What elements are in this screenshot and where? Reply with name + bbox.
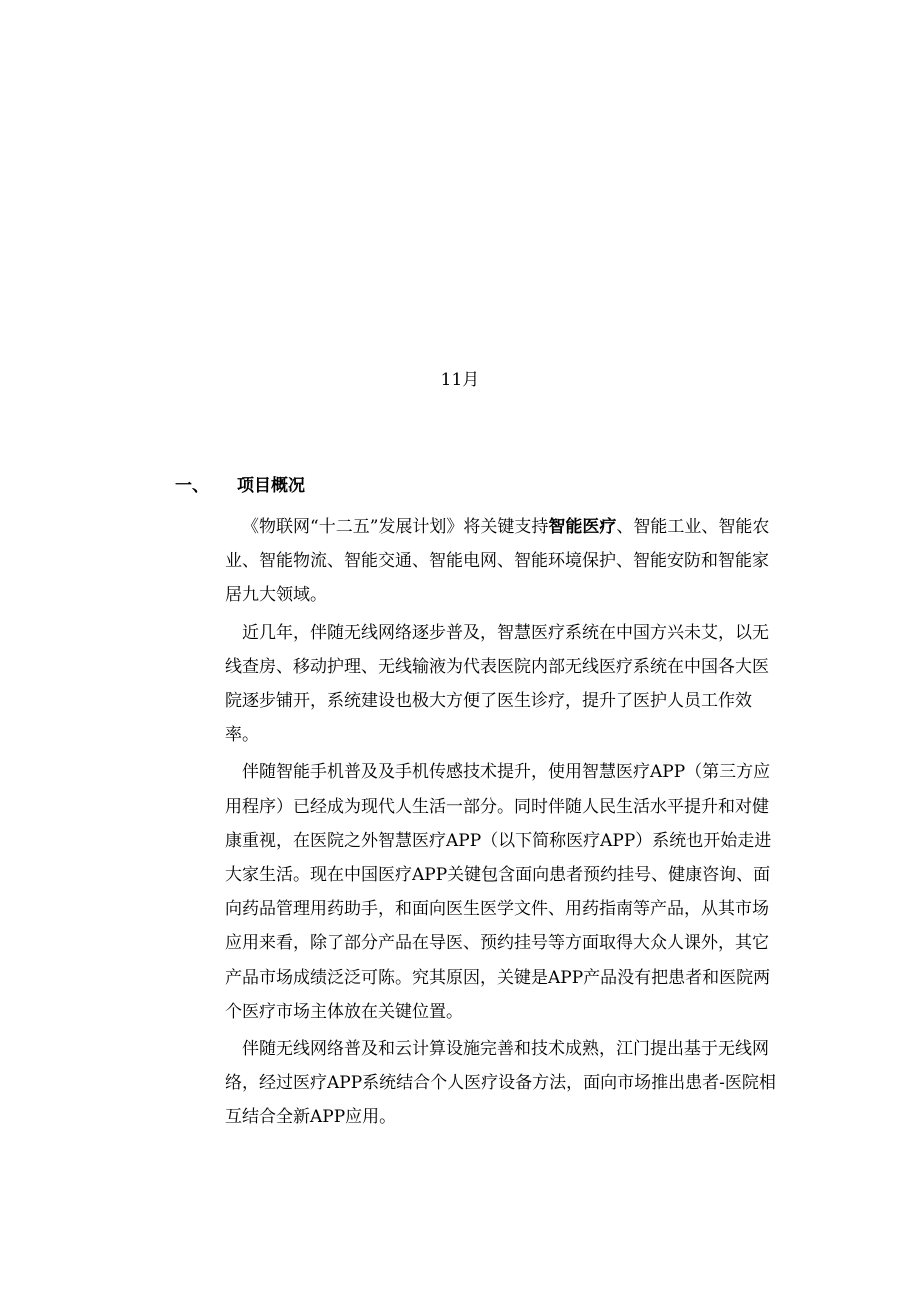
section-heading xyxy=(175,474,305,498)
paragraph-1-emphasis: 智能医疗 xyxy=(548,517,617,537)
document-date: 11月 xyxy=(440,370,480,390)
section-number: 一、 xyxy=(175,476,209,496)
paragraph-2: 近几年，伴随无线网络逐步普及，智慧医疗系统在中国方兴未艾，以无线查房、移动护理、无线输液为代表医院内部无线医疗系统在中国各大医院逐步铺开，系统建设也极大方便了医生诊疗，提升了医护人员工作效率。 xyxy=(225,622,769,746)
section-title: 项目概况 xyxy=(237,476,305,496)
body-text xyxy=(225,510,785,1138)
paragraph-1-lead: 《物联网“十二五”发展计划》将关键支持 xyxy=(242,517,549,537)
paragraph-1 xyxy=(225,510,785,613)
paragraph-1-rest: 、智能工业、智能农业、智能物流、智能交通、智能电网、智能环境保护、智能安防和智能家居九大领域。 xyxy=(225,517,770,606)
paragraph-4: 伴随无线网络普及和云计算设施完善和技术成熟，江门提出基于无线网络，经过医疗APP系统结合个人医疗设备方法，面向市场推出患者-医院相互结合全新APP应用。 xyxy=(225,1039,776,1128)
paragraph-3: 伴随智能手机普及及手机传感技术提升，使用智慧医疗APP（第三方应用程序）已经成为现代人生活一部分。同时伴随人民生活水平提升和对健康重视，在医院之外智慧医疗APP（以下简称医疗APP）系统也开始走进大家生活。现在中国医疗APP关键包含面向患者预约挂号、健康咨询、面向药品管理用药助手，和面向医生医学文件、用药指南等产品，从其市场应用来看，除了部分产品在导医、预约挂号等方面取得大众人课外，其它产品市场成绩泛泛可陈。究其原因，关键是APP产品没有把患者和医院两个医疗市场主体放在关键位置。 xyxy=(225,762,772,1022)
